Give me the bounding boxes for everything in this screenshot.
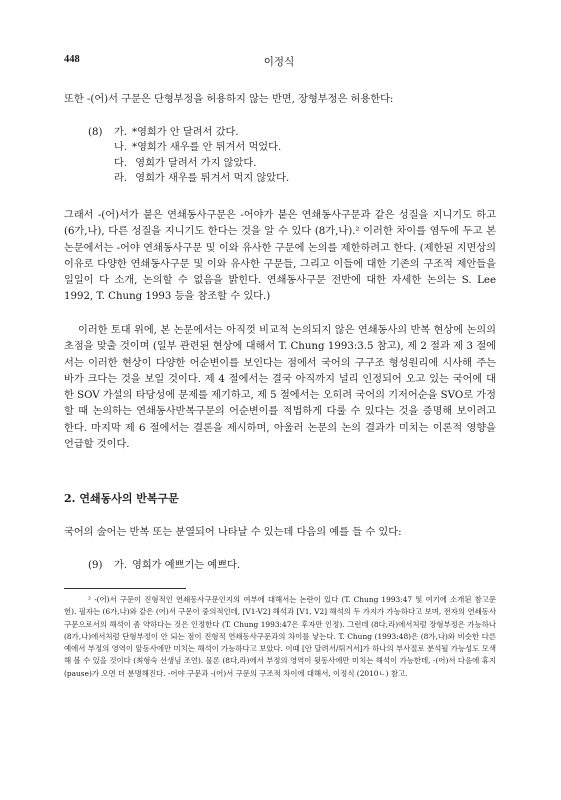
example-label: 다. [114,157,128,169]
body-paragraph-2: 이러한 토대 위에, 본 논문에서는 아직껏 비교적 논의되지 않은 연쇄동사의 반복 현상에 논의의 초점을 맞출 것이며 (일부 관련된 현상에 대해서 T. Chung 1993:3.5 참고), 제 2 절과 제 3 절에서는 이러한 현상이 다양한 어순변이를 보인다는 점에서 국어의 구구조 형성원리에 시사해 주는 바가 크다는 것을 보일 것이다. 제 4 절에서는 결국 아직까지 널리 인정되어 오고 있는 국어에 대한 SOV 가설의 타당성에 문제를 제기하고, 제 5 절에서는 오히려 국어의 기저어순을 SVO로 가정할 때 논의하는 연쇄동사반복구문의 어순변이를 적법하게 다룰 수 있다는 것을 증명해 보이려고 한다. 마지막 제 6 절에서는 결론을 제시하며, 아울러 논문의 논의 결과가 미치는 이론적 영향을 언급할 것이다. [64,325,496,451]
example-8 [88,125,289,187]
example-label: 가. [114,127,128,138]
footnote: ² -(어)서 구문이 진형적인 연쇄동사구문인지의 여부에 대해서는 논란이 있다 (T. Chung 1993:47 및 여기에 소개된 참고문헌). 필자는 (6가,나)와 같은 (어)서 구문이 중의적인데, [V1-V2] 해석과 [V1, V2] 해석의 두 가지가 가능하다고 보며, 전자의 연쇄동사구문으로서의 해석이 좀 약하다는 것은 인정한다 (T. Chung 1993:47은 후자만 인정). 그런데 (8다,라)에서처럼 장형부정은 가능하나 (8가,나)에서처럼 단형부정이 안 되는 점이 진형적 연쇄동사구문과의 차이를 낳는다. T. Chung (1993:48)은 (8가,나)와 비슷한 다른 예에서 부정의 영역이 앞동사에만 미치는 해석이 가능하다고 보았다. 이때 [안 달려서/튀겨서]가 하나의 부사절로 분석될 가능성도 모색해 볼 수 있을 것이다 (최형숙 선생님 조언). 물론 (8다,라)에서 부정의 영역이 뒷동사에만 미치는 해석이 가능한데, -(어)서 다음에 휴지(pause)가 오면 더 분명해진다. -어야 구문과 -(어)서 구문의 구조적 차이에 대해서, 이정식 (2010ㄴ) 참고. [64,595,496,678]
example-text: *영희가 안 달려서 갔다. [132,127,239,138]
example-item [88,140,289,155]
example-9 [88,558,240,573]
example-label: 가. [114,560,128,571]
example-text: 영희가 예쁘기는 예쁘다. [132,560,241,571]
running-head: 이정식 [263,56,295,68]
page-number: 448 [64,54,80,65]
example-item [88,171,289,186]
page-header [64,54,494,68]
example-item [88,156,289,171]
example-text: 영희가 새우를 튀겨서 먹지 않았다. [132,173,290,185]
example-number: (9) [88,560,103,571]
intro-sentence: 또한 -(어)서 구문은 단형부정을 허용하지 않는 반면, 장형부정은 허용한다: [64,94,394,105]
body-paragraph-1: 그래서 -(어)서가 붙은 연쇄동사구문은 -어야가 붙은 연쇄동사구문과 같은 성질을 지니기도 하고 (6가,나), 다른 성질을 지니기도 한다는 것을 알 수 있다 (8가,나).² 이러한 차이를 염두에 두고 본 논문에서는 -어야 연쇄동사구문 및 이와 유사한 구문에 논의를 제한하려고 한다. (제한된 지면상의 이유로 다양한 연쇄동사구문 및 이와 유사한 구문들, 그리고 이들에 대한 기존의 구조적 제안들을 일일이 다 소개, 논의할 수 없음을 밝힌다. 연쇄동사구문 전반에 대한 자세한 논의는 S. Lee 1992, T. Chung 1993 등을 참조할 수 있다.) [64,210,496,303]
example-item [88,558,240,573]
example-label: 나. [114,142,128,154]
body-paragraph-3: 국어의 술어는 반복 또는 분열되어 나타날 수 있는데 다음의 예를 들 수 있다: [64,527,402,538]
example-label: 라. [114,173,128,185]
example-text: *영희가 새우를 안 튀겨서 먹었다. [132,142,282,154]
example-text: 영희가 달려서 가지 않았다. [132,157,257,169]
example-item [88,125,289,140]
example-number: (8) [88,127,103,138]
section-title: 2. 연쇄동사의 반복구문 [64,492,179,505]
footnote-divider [64,588,186,589]
